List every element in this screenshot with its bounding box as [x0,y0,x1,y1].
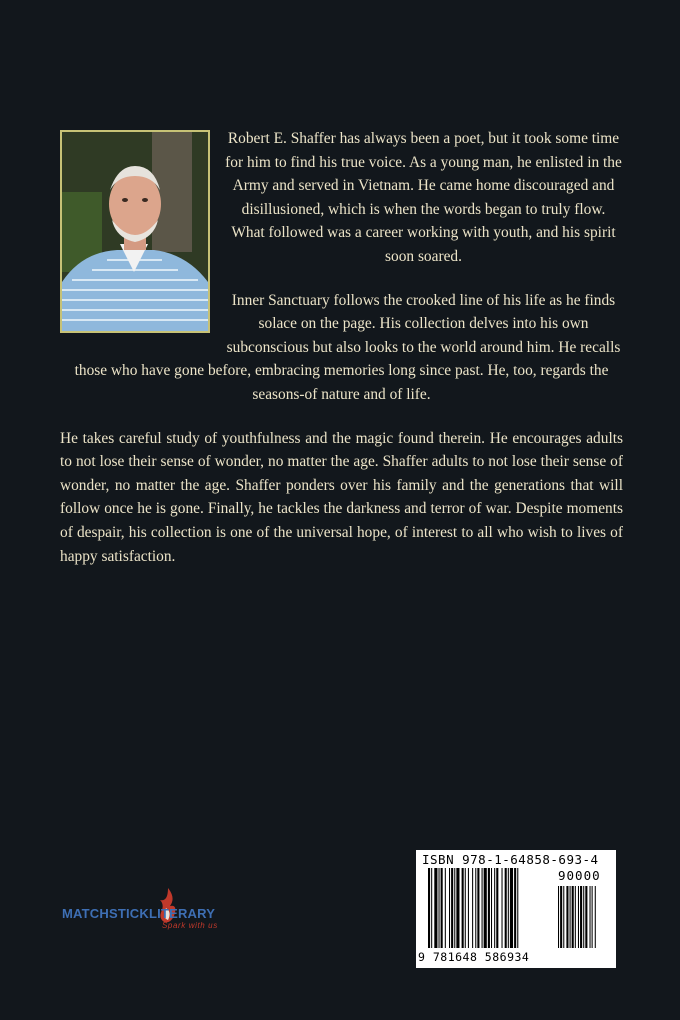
barcode-bar [484,868,487,948]
barcode-addon-bar [585,886,587,948]
blurb-paragraph-1: Robert E. Shaffer has always been a poet, but it took some time for him to find his true voice. As a young man, he enlisted in the Army and served in Vietnam. He came home discouraged and disillusioned, which is when the words began to truly flow. What followed was a career working with youth, and his spirit soon soared. [225,130,622,265]
barcode-bar [517,868,518,948]
author-portrait-image [62,132,208,331]
barcode-addon-bar [580,886,582,948]
barcode-bar [441,868,443,948]
publisher-name-part2: LITERARY [148,906,216,921]
barcode-bar [468,868,469,948]
barcode-addon-bar [560,886,562,948]
barcode-bar [491,868,492,948]
barcode-addon-bar [590,886,591,948]
blurb-paragraph-2: Inner Sanctuary follows the crooked line of his life as he finds solace on the page. His collection delves into his own subconscious but also looks to the world around him. He recalls those who have gone before, embracing memories long since past. He, too, regards the seasons-of nature and of life. [74,291,621,403]
barcode-bar [488,868,490,948]
author-photo [60,130,210,333]
barcode-addon-bar [563,886,564,948]
barcode-addon-bar [558,886,559,948]
barcode-bar [449,868,450,948]
publisher-name-part1: MATCHSTICK [62,906,149,921]
barcode-addon-bar [570,886,571,948]
barcode-bar [508,868,509,948]
barcode-box [416,850,616,968]
barcode-addon-bar [575,886,576,948]
barcode-bar [482,868,483,948]
publisher-tagline: Spark with us [162,921,218,930]
blurb [60,127,623,588]
barcode-bar [514,868,516,948]
barcode-bar [494,868,495,948]
barcode-bar [465,868,466,948]
barcode-bar [502,868,503,948]
barcode-bar [505,868,507,948]
barcode-bar [451,868,453,948]
barcode-bar [431,868,432,948]
price-code: 90000 [558,868,601,883]
barcode-bar [434,868,437,948]
barcode-addon-bar [572,886,574,948]
barcode-bar [477,868,479,948]
barcode-bar [454,868,455,948]
barcode-bar [456,868,459,948]
barcode-bar [428,868,430,948]
blurb-paragraph-3: He takes careful study of youthfulness and the magic found therein. He encourages adults to not lose their sense of wonder, no matter the age. Shaffer adults to not lose their sense of wonder, no matter the age. Shaffer ponders over his family and the generations that will follow once he is gone. Finally, he tackles the darkness and terror of war. Despite moments of despair, his collection is one of the universal hope, of interest to all who wish to lives of happy satisfaction. [60,429,623,565]
barcode-bar [510,868,513,948]
publisher-logo [62,886,252,932]
barcode-bar [439,868,440,948]
barcode-bar [472,868,473,948]
barcode-bar [496,868,498,948]
barcode-addon-bar [566,886,568,948]
barcode-addon-bar [595,886,596,948]
ean-digits: 9 781648 586934 [418,950,530,964]
isbn-label: ISBN 978-1-64858-693-4 [422,852,599,867]
barcode-addon-bar [592,886,593,948]
barcode-addon-bar [578,886,579,948]
barcode-bar [475,868,476,948]
barcode-addon-bar [583,886,584,948]
barcode-bar [462,868,464,948]
publisher-name [62,906,215,921]
barcode-bar [445,868,446,948]
